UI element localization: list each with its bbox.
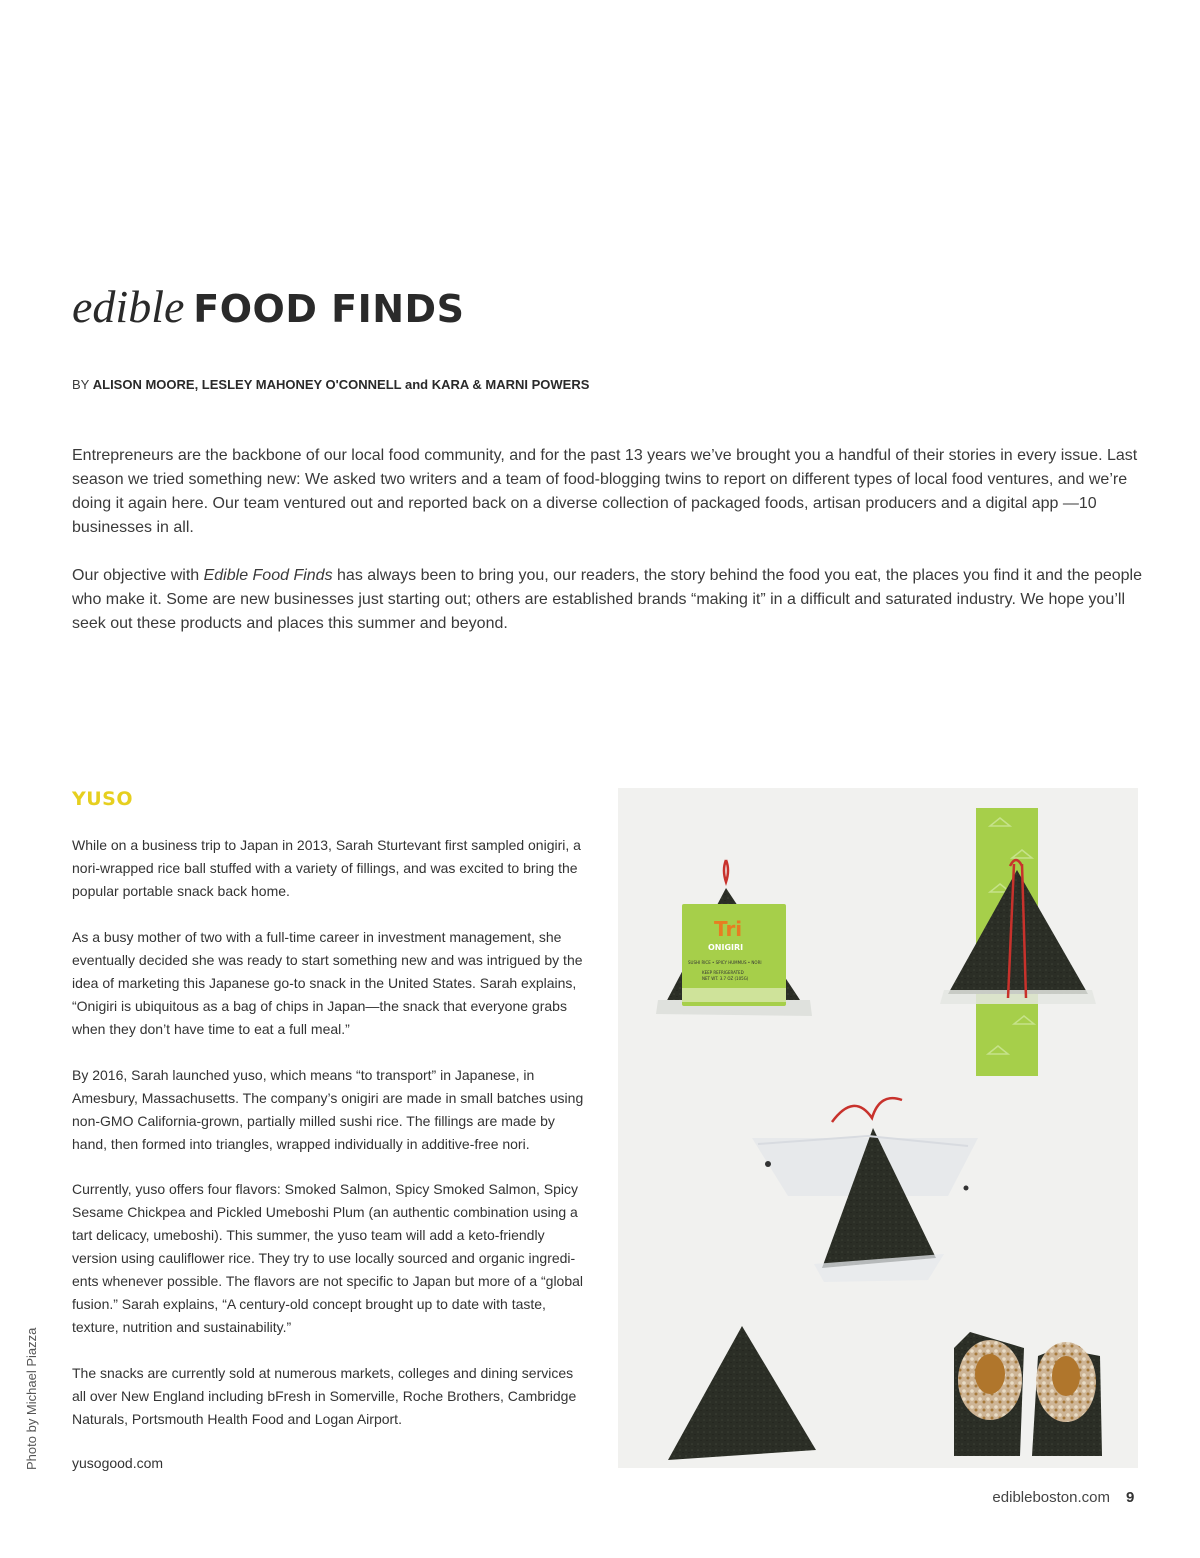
label-weight: NET WT. 3.7 OZ (105G) <box>702 976 749 981</box>
brand-word: edible <box>72 281 185 332</box>
intro-p2-em: Edible Food Finds <box>203 567 333 584</box>
intro-p2-end: has always been to bring you, our readers, the story behind the food you eat, the places you find it and the people who make it. Some are new businesses just starting out; others are established brands “making it” in a difficult and saturated industry. We hope you’ll seek out these products and places this summer and beyond. <box>72 567 1142 632</box>
page-number: 9 <box>1126 1489 1135 1506</box>
article-website-link[interactable]: yusogood.com <box>72 1455 164 1471</box>
label-desc: SUSHI RICE • SPICY HUMMUS • NORI <box>688 960 762 965</box>
onigiri-photo <box>618 788 1138 1468</box>
article-paragraph-5: The snacks are currently sold at numerous markets, colleges and dining services all over New England including bFresh in Somerville, Roche Brothers, Cambridge Naturals, Portsmouth Health Food and Logan Airport. <box>72 1365 577 1427</box>
label-product: ONIGIRI <box>708 943 744 952</box>
page-title <box>72 280 464 333</box>
article-paragraph-1: While on a business trip to Japan in 2013, Sarah Sturtevant first sampled onigiri, a nori-wrapped rice ball stuffed with a variety of fillings, and was excited to bring the popular portable snack back home. <box>72 837 581 899</box>
section-heading-yuso: YUSO <box>72 788 134 810</box>
intro-p2-start: Our objective with <box>72 567 204 584</box>
article-paragraph-3: By 2016, Sarah launched yuso, which means “to transport” in Japanese, in Amesbury, Massachusetts. The company’s onigiri are made in small batches using non-GMO California-grown, partially milled sushi rice. The fillings are made by hand, then formed into triangles, wrapped individually in additive-free nori. <box>72 1067 584 1152</box>
intro-paragraph-1: Entrepreneurs are the backbone of our local food community, and for the past 13 years we’ve brought you a handful of their stories in every issue. Last season we tried something new: We asked two writers and a team of food-blogging twins to report on different types of local food ventures, and we’re doing it again here. Our team ventured out and reported back on a diverse collection of packaged foods, artisan producers and a digital app —10 businesses in all. <box>72 447 1138 536</box>
article-paragraph-4: Currently, yuso offers four flavors: Smoked Salmon, Spicy Smoked Salmon, Spicy Sesame Chickpea and Pickled Umeboshi Plum (an authentic combination using a tart delicacy, umeboshi). This summer, the yuso team will add a keto-friendly version using cauliflower rice. They try to use locally sourced and organic ingredi-ents whenever possible. The flavors are not specific to Japan but more of a “global fusion.” Sarah explains, “A century-old concept brought up to date with taste, texture, nutrition and sustainability.” <box>72 1181 584 1335</box>
intro-paragraph-2 <box>72 564 1142 636</box>
footer-site[interactable]: edibleboston.com <box>992 1489 1110 1506</box>
photo-credit: Photo by Michael Piazza <box>24 1327 39 1470</box>
byline-authors: ALISON MOORE, LESLEY MAHONEY O'CONNELL and KARA & MARNI POWERS <box>92 377 590 392</box>
label-keep: KEEP REFRIGERATED <box>702 970 744 975</box>
byline-prefix: BY <box>72 377 90 392</box>
label-brand: Tri <box>714 917 743 941</box>
byline <box>72 377 589 392</box>
article-paragraph-2: As a busy mother of two with a full-time career in investment management, she eventually decided she was ready to start something new and was intrigued by the idea of marketing this Japanese go-to snack in the United States. Sarah explains, “Onigiri is ubiquitous as a bag of chips in Japan—the snack that everyone grabs when they don’t have time to eat a full meal.” <box>72 929 583 1037</box>
title-text: FOOD FINDS <box>193 287 465 331</box>
